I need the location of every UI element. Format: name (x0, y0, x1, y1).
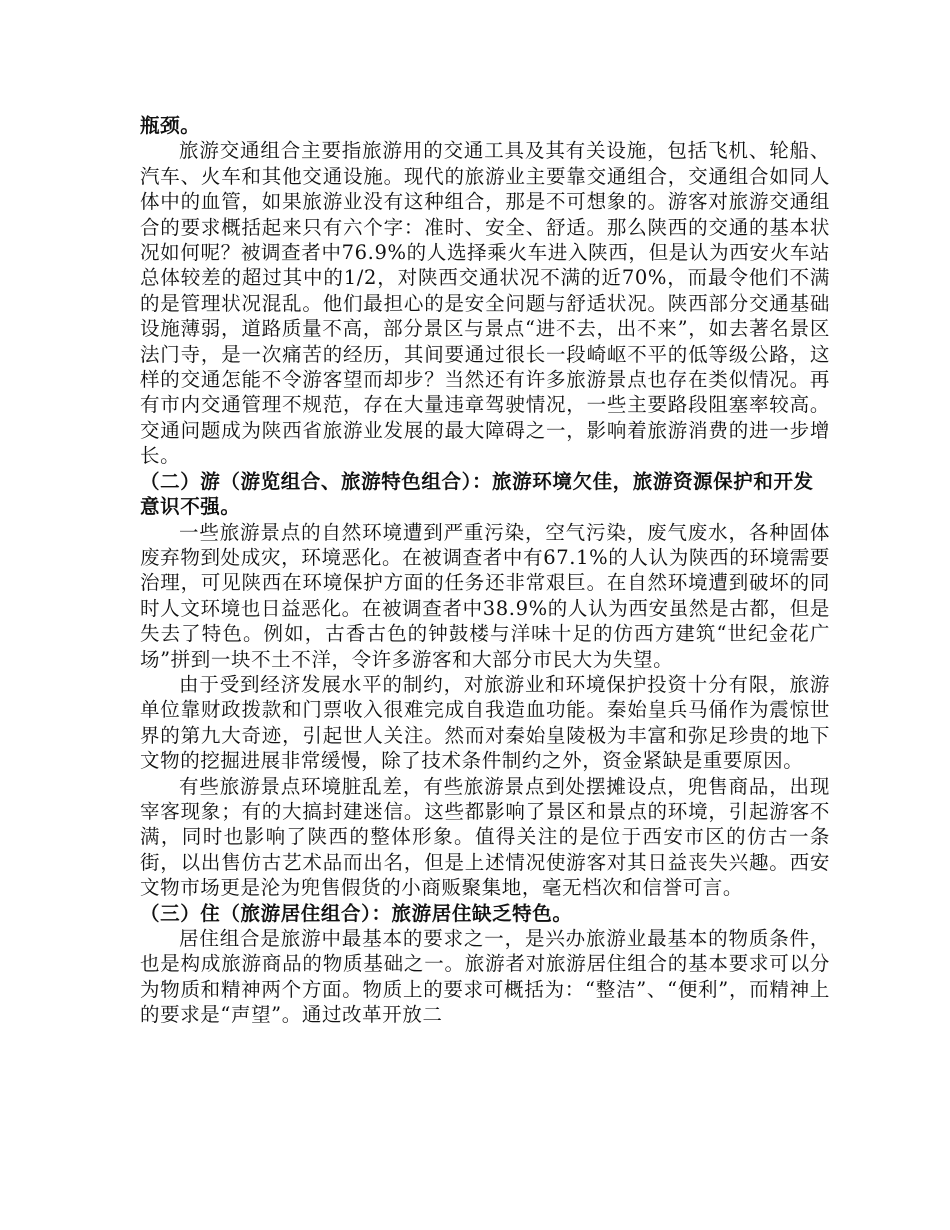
paragraph-scenic-spots: 有些旅游景点环境脏乱差，有些旅游景点到处摆摊设点，兜售商品，出现宰客现象；有的大搞封建迷信。这些都影响了景区和景点的环境，引起游客不满，同时也影响了陕西的整体形象。值得关注的是位于西安市区的仿古一条街，以出售仿古艺术品而出名，但是上述情况使游客对其日益丧失兴趣。西安文物市场更是沦为兜售假货的小商贩聚集地，毫无档次和信誉可言。 (140, 774, 830, 900)
paragraph-lodging: 居住组合是旅游中最基本的要求之一，是兴办旅游业最基本的物质条件，也是构成旅游商品的物质基础之一。旅游者对旅游居住组合的基本要求可以分为物质和精神两个方面。物质上的要求可概括为：“整洁”、“便利”，而精神上的要求是“声望”。通过改革开放二 (140, 927, 830, 1027)
paragraph-environment: 一些旅游景点的自然环境遭到严重污染，空气污染，废气废水，各种固体废弃物到处成灾，环境恶化。在被调查者中有67.1%的人认为陕西的环境需要治理，可见陕西在环境保护方面的任务还非常艰巨。在自然环境遭到破坏的同时人文环境也日益恶化。在被调查者中38.9%的人认为西安虽然是古都，但是失去了特色。例如，古香古色的钟鼓楼与洋味十足的仿西方建筑“世纪金花广场”拼到一块不土不洋，令许多游客和大部分市民大为失望。 (140, 520, 830, 671)
section-heading-lodging: （三）住（旅游居住组合）：旅游居住缺乏特色。 (140, 901, 573, 925)
paragraph-investment: 由于受到经济发展水平的制约，对旅游业和环境保护投资十分有限，旅游单位靠财政拨款和门票收入很难完成自我造血功能。秦始皇兵马俑作为震惊世界的第九大奇迹，引起世人关注。然而对秦始皇陵极为丰富和弥足珍贵的地下文物的挖掘进展非常缓慢，除了技术条件制约之外，资金紧缺是重要原因。 (140, 672, 830, 773)
section-heading-sightseeing: （二）游（游览组合、旅游特色组合）：旅游环境欠佳，旅游资源保护和开发意识不强。 (140, 469, 814, 519)
continuation-heading: 瓶颈。 (140, 114, 201, 137)
document-page (140, 113, 830, 1028)
paragraph-transport: 旅游交通组合主要指旅游用的交通工具及其有关设施，包括飞机、轮船、汽车、火车和其他交通设施。现代的旅游业主要靠交通组合，交通组合如同人体中的血管，如果旅游业没有这种组合，那是不可想象的。游客对旅游交通组合的要求概括起来只有六个字：准时、安全、舒适。那么陕西的交通的基本状况如何呢？被调查者中76.9%的人选择乘火车进入陕西，但是认为西安火车站总体较差的超过其中的1/2，对陕西交通状况不满的近70%，而最令他们不满的是管理状况混乱。他们最担心的是安全问题与舒适状况。陕西部分交通基础设施薄弱，道路质量不高，部分景区与景点“进不去，出不来”，如去著名景区法门寺，是一次痛苦的经历，其间要通过很长一段崎岖不平的低等级公路，这样的交通怎能不令游客望而却步？当然还有许多旅游景点也存在类似情况。再有市内交通管理不规范，存在大量违章驾驶情况，一些主要路段阻塞率较高。交通问题成为陕西省旅游业发展的最大障碍之一，影响着旅游消费的进一步增长。 (140, 139, 831, 468)
